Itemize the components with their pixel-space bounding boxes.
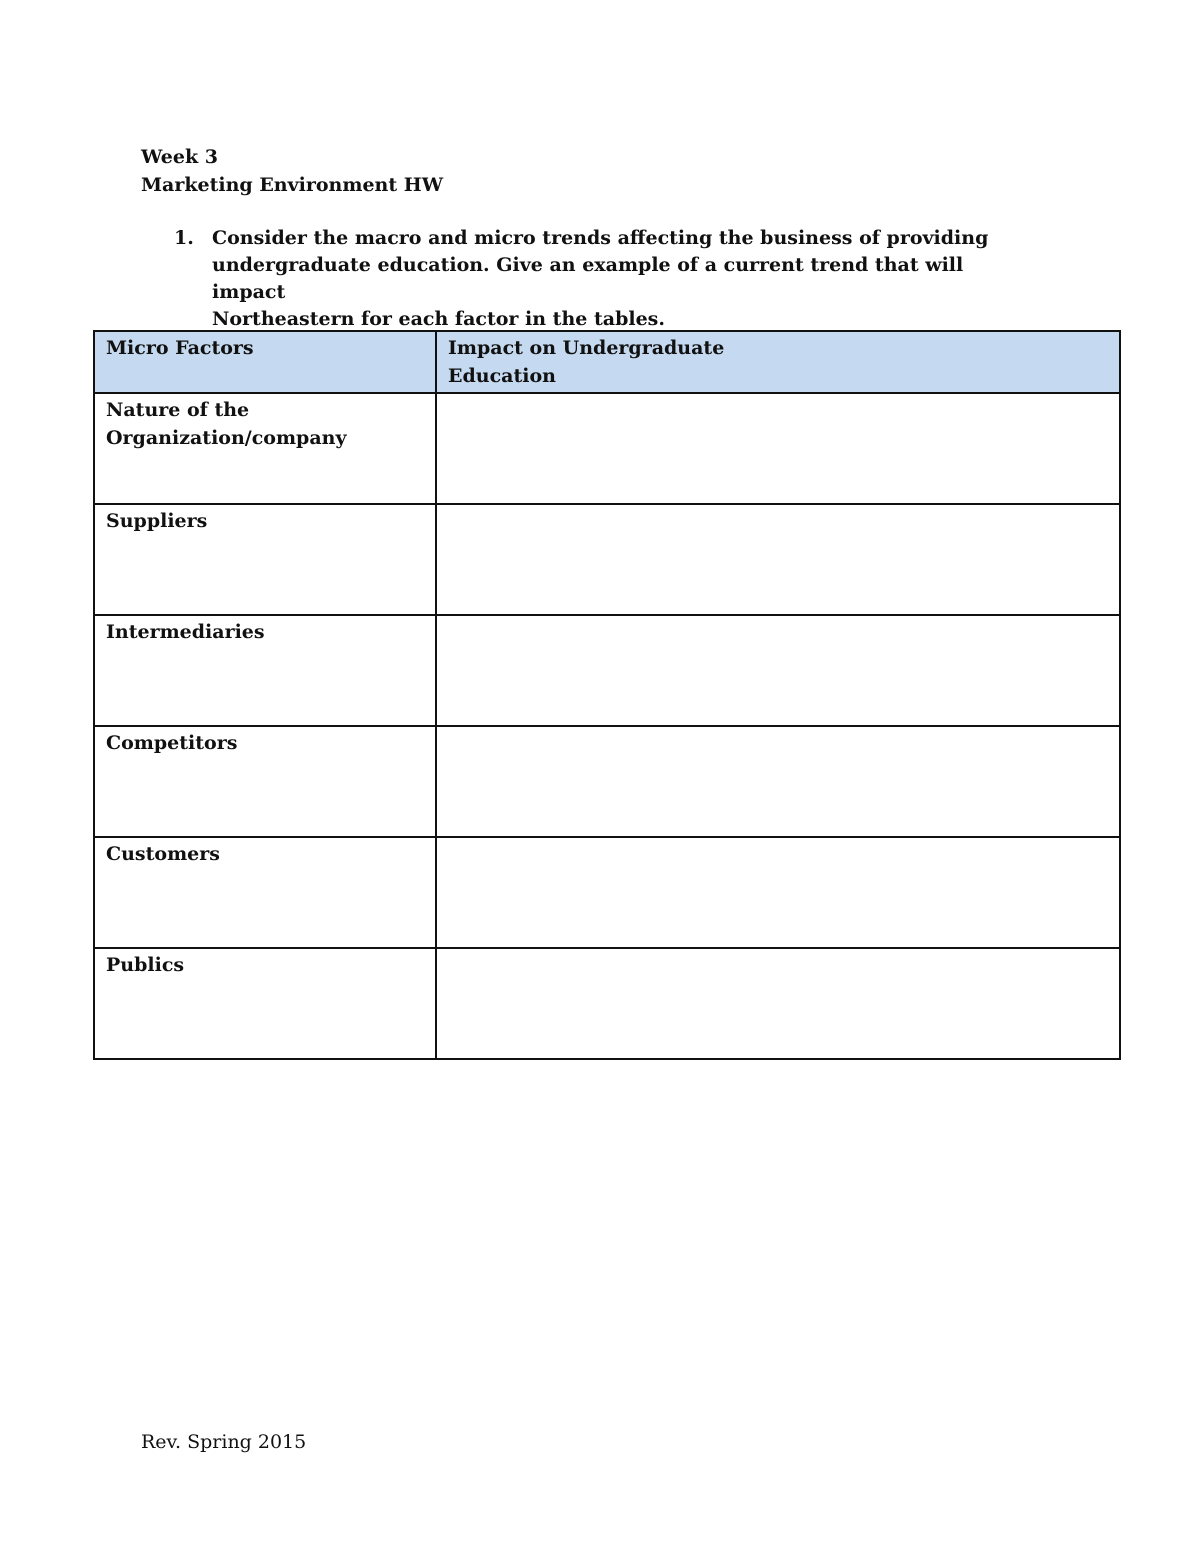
table-row bbox=[94, 615, 1120, 726]
question-text: Consider the macro and micro trends affecting the business of providing undergraduate education. Give an example of a current trend that will impact Northeastern for each factor in the tables. bbox=[212, 227, 989, 330]
factor-cell bbox=[94, 504, 436, 615]
table-row bbox=[94, 504, 1120, 615]
table-header-row bbox=[94, 331, 1120, 393]
document-heading bbox=[141, 143, 443, 199]
question-1 bbox=[174, 225, 1034, 333]
table-row bbox=[94, 393, 1120, 504]
factor-cell bbox=[94, 726, 436, 837]
factor-label: Intermediaries bbox=[106, 621, 265, 643]
revision-footer: Rev. Spring 2015 bbox=[141, 1431, 307, 1453]
factor-cell bbox=[94, 948, 436, 1059]
micro-factors-table bbox=[93, 330, 1121, 1060]
impact-cell[interactable] bbox=[436, 726, 1120, 837]
factor-label: Customers bbox=[106, 843, 220, 865]
column-header-impact: Impact on Undergraduate Education bbox=[436, 331, 1120, 393]
column-header-micro-factors: Micro Factors bbox=[94, 331, 436, 393]
factor-cell bbox=[94, 615, 436, 726]
table-row bbox=[94, 948, 1120, 1059]
table-row bbox=[94, 837, 1120, 948]
factor-label: Publics bbox=[106, 954, 185, 976]
impact-cell[interactable] bbox=[436, 504, 1120, 615]
impact-cell[interactable] bbox=[436, 837, 1120, 948]
factor-label: Suppliers bbox=[106, 510, 208, 532]
impact-cell[interactable] bbox=[436, 393, 1120, 504]
factor-label: Nature of the Organization/company bbox=[106, 399, 347, 449]
factor-label: Competitors bbox=[106, 732, 238, 754]
factor-cell bbox=[94, 837, 436, 948]
factor-cell bbox=[94, 393, 436, 504]
impact-cell[interactable] bbox=[436, 615, 1120, 726]
question-number: 1. bbox=[174, 227, 194, 249]
assignment-title: Marketing Environment HW bbox=[141, 174, 444, 196]
week-label: Week 3 bbox=[141, 146, 218, 168]
table-row bbox=[94, 726, 1120, 837]
impact-cell[interactable] bbox=[436, 948, 1120, 1059]
